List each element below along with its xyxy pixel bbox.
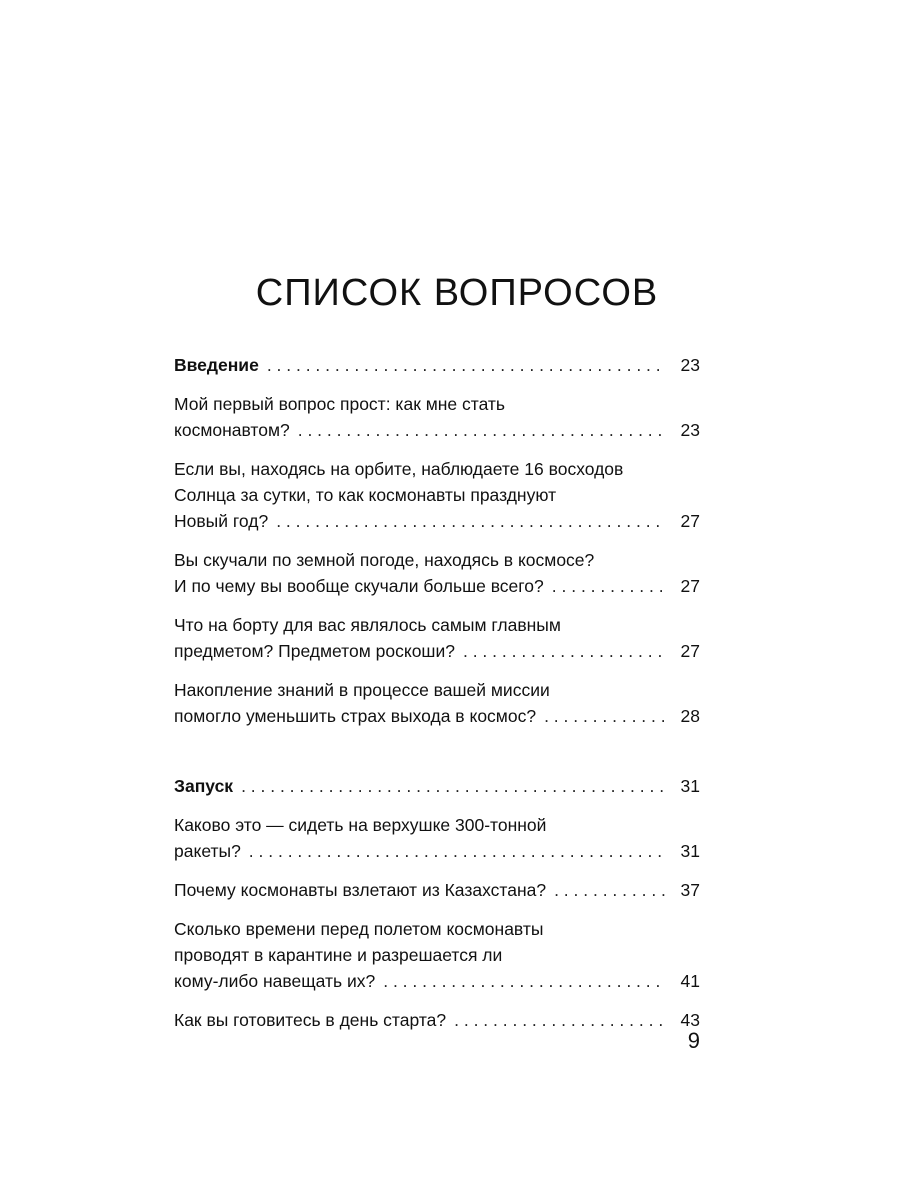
toc-section-introduction xyxy=(174,352,700,729)
toc-entry-line: Как вы готовитесь в день старта? xyxy=(174,1010,447,1030)
toc-page-number: 27 xyxy=(680,576,700,596)
toc-entry-line: Мой первый вопрос прост: как мне стать xyxy=(174,394,506,414)
toc-entry[interactable] xyxy=(174,391,700,443)
dot-leader xyxy=(544,703,666,729)
toc-entry-line: проводят в карантине и разрешается ли xyxy=(174,945,503,965)
toc-heading-text: Запуск xyxy=(174,776,234,796)
toc-entry-line: Солнца за сутки, то как космонавты празднуют xyxy=(174,485,557,505)
page-number: 9 xyxy=(687,1028,700,1053)
toc-page-number: 43 xyxy=(680,1010,700,1030)
toc-entry-line: Сколько времени перед полетом космонавты xyxy=(174,919,544,939)
dot-leader xyxy=(383,968,666,994)
toc-entry-line: Каково это — сидеть на верхушке 300-тонной xyxy=(174,815,547,835)
toc-entry-line: ракеты? xyxy=(174,841,241,861)
toc-entry-line: космонавтом? xyxy=(174,420,290,440)
toc-entry[interactable] xyxy=(174,677,700,729)
toc-entry[interactable] xyxy=(174,916,700,994)
dot-leader xyxy=(454,1007,666,1033)
toc-page-number: 31 xyxy=(680,776,700,796)
toc-entry-line: кому-либо навещать их? xyxy=(174,971,376,991)
toc-page-number: 31 xyxy=(680,841,700,861)
page-title: СПИСОК ВОПРОСОВ xyxy=(255,272,659,314)
dot-leader xyxy=(463,638,666,664)
dot-leader xyxy=(554,877,666,903)
table-of-contents xyxy=(174,352,700,1046)
toc-entry-line: предметом? Предметом роскоши? xyxy=(174,641,455,661)
toc-entry[interactable] xyxy=(174,456,700,534)
toc-page-number: 41 xyxy=(680,971,700,991)
toc-entry[interactable] xyxy=(174,812,700,864)
toc-entry-line: Если вы, находясь на орбите, наблюдаете 16 восходов xyxy=(174,459,624,479)
dot-leader xyxy=(241,773,666,799)
toc-page-number: 27 xyxy=(680,641,700,661)
toc-entry-line: Накопление знаний в процессе вашей миссии xyxy=(174,680,550,700)
toc-section-heading[interactable] xyxy=(174,773,700,799)
toc-entry-line: Новый год? xyxy=(174,511,269,531)
dot-leader xyxy=(276,508,666,534)
toc-entry-line: помогло уменьшить страх выхода в космос? xyxy=(174,706,537,726)
toc-entry[interactable] xyxy=(174,612,700,664)
dot-leader xyxy=(267,352,666,378)
toc-page-number: 23 xyxy=(680,355,700,375)
toc-entry[interactable] xyxy=(174,547,700,599)
toc-page-number: 37 xyxy=(680,880,700,900)
toc-section-launch xyxy=(174,773,700,1033)
dot-leader xyxy=(298,417,666,443)
toc-entry[interactable] xyxy=(174,877,700,903)
toc-entry-line: Что на борту для вас являлось самым главным xyxy=(174,615,561,635)
toc-page-number: 28 xyxy=(680,706,700,726)
dot-leader xyxy=(552,573,666,599)
toc-entry-line: Почему космонавты взлетают из Казахстана? xyxy=(174,880,547,900)
toc-entry-line: И по чему вы вообще скучали больше всего? xyxy=(174,576,544,596)
toc-page-number: 27 xyxy=(680,511,700,531)
toc-heading-text: Введение xyxy=(174,355,259,375)
dot-leader xyxy=(249,838,666,864)
toc-page-number: 23 xyxy=(680,420,700,440)
toc-section-heading[interactable] xyxy=(174,352,700,378)
toc-entry-line: Вы скучали по земной погоде, находясь в космосе? xyxy=(174,550,595,570)
toc-entry[interactable] xyxy=(174,1007,700,1033)
